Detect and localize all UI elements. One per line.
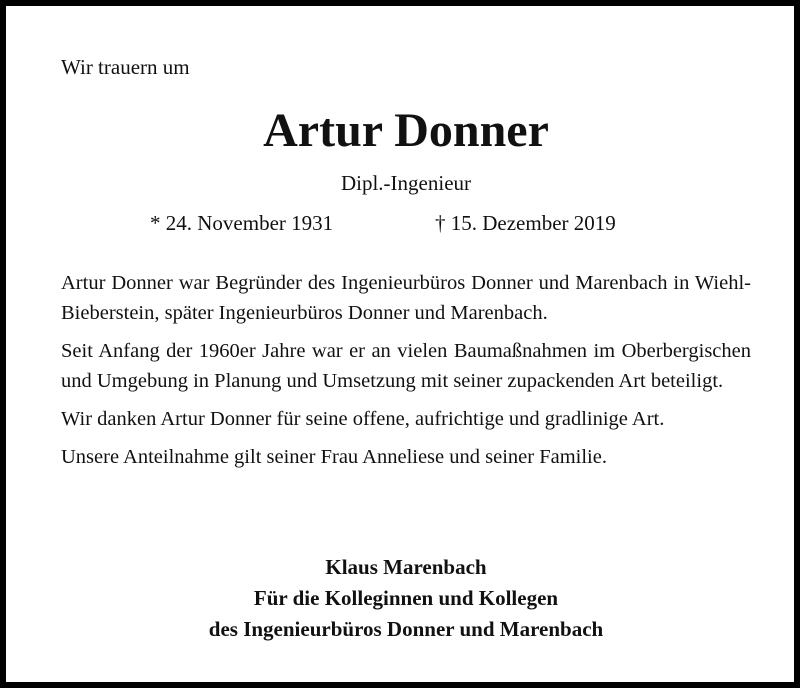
signature-name: Klaus Marenbach [325,555,487,579]
paragraph-condolence: Unsere Anteilnahme gilt seiner Frau Anneliese und seiner Familie. [61,446,607,468]
intro-text: Wir trauern um [61,55,190,79]
deceased-title: Dipl.-Ingenieur [340,171,472,195]
death-date: † 15. Dezember 2019 [435,211,616,235]
birth-date: * 24. November 1931 [150,211,334,235]
deceased-name: Artur Donner [263,104,549,157]
paragraph-thanks: Wir danken Artur Donner für seine offene, aufrichtige und gradlinige Art. [61,408,665,430]
signature-block [61,552,751,645]
signature-company: des Ingenieurbüros Donner und Marenbach [208,617,604,641]
paragraph-founder: Artur Donner war Begründer des Ingenieurbüros Donner und Marenbach in Wiehl-Bieberstein, später Ingenieurbüros Donner und Marenbach. [61,272,751,324]
paragraph-career: Seit Anfang der 1960er Jahre war er an vielen Baumaßnahmen im Oberbergischen und Umgebung in Planung und Umsetzung mit seiner zupackenden Art beteiligt. [61,340,751,392]
obituary-body [61,268,751,480]
signature-colleagues: Für die Kolleginnen und Kollegen [253,586,559,610]
